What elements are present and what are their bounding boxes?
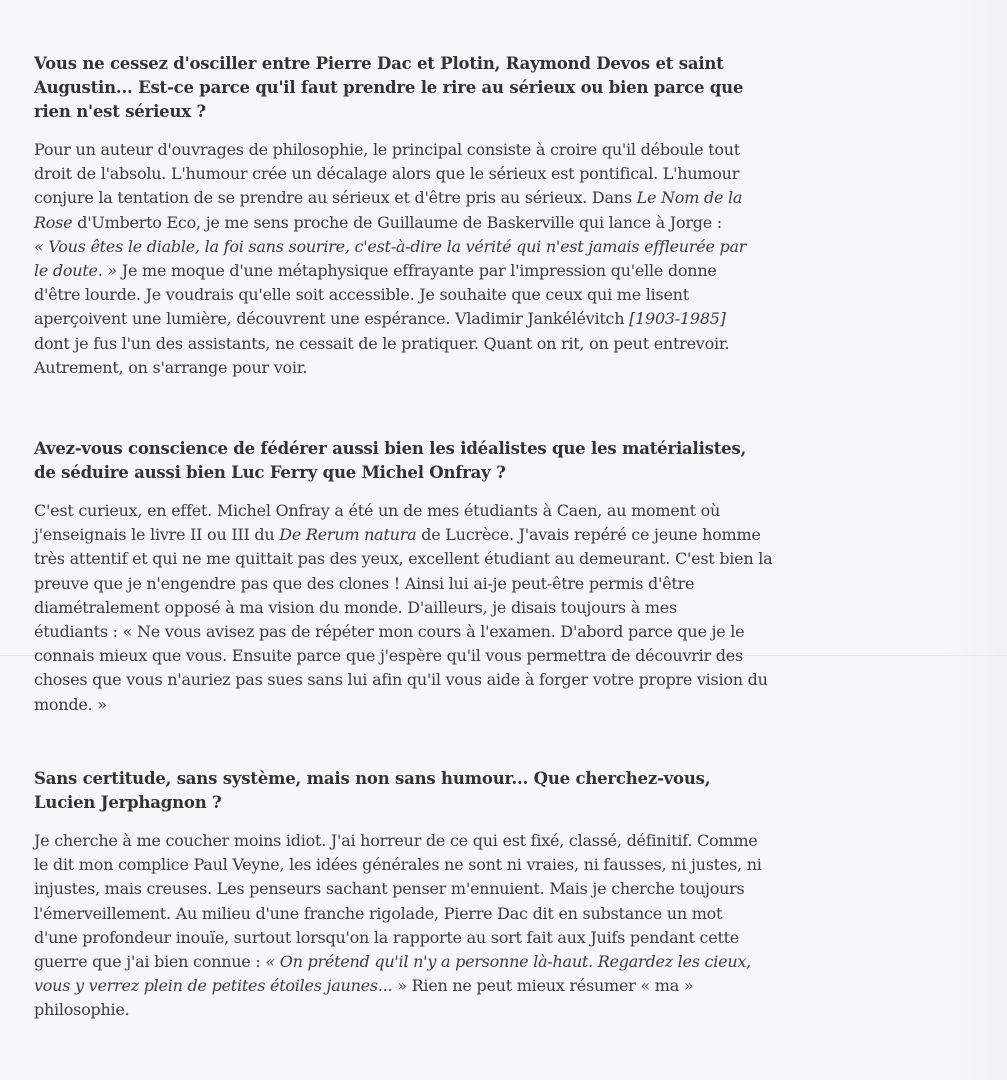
text-run: droit de l'absolu. L'humour crée un décalage alors que le sérieux est pontifical. L'humour xyxy=(34,164,740,184)
text-run: le dit mon complice Paul Veyne, les idées générales ne sont ni vraies, ni fausses, ni justes, ni xyxy=(34,855,762,875)
answer-line xyxy=(34,877,762,901)
italic-text: le doute. » xyxy=(34,261,117,281)
text-run: philosophie. xyxy=(34,1000,130,1020)
text-run: d'être lourde. Je voudrais qu'elle soit accessible. Je souhaite que ceux qui me lisent xyxy=(34,285,689,305)
text-run: étudiants : « Ne vous avisez pas de répéter mon cours à l'examen. D'abord parce que je le xyxy=(34,622,745,642)
italic-text: Le Nom de la xyxy=(636,188,743,208)
question-line: Sans certitude, sans système, mais non sans humour... Que cherchez-vous, xyxy=(34,769,711,788)
italic-text: « On prétend qu'il n'y a personne là-haut. Regardez les cieux, xyxy=(265,952,752,972)
text-run: Je me moque d'une métaphysique effrayante par l'impression qu'elle donne xyxy=(116,261,717,281)
question-line: de séduire aussi bien Luc Ferry que Michel Onfray ? xyxy=(34,463,506,482)
answer-line xyxy=(34,829,762,853)
answer-line xyxy=(34,307,746,331)
text-run: monde. » xyxy=(34,694,107,714)
answer-line xyxy=(34,186,746,210)
section-3 xyxy=(34,767,762,1023)
text-run: diamétralement opposé à ma vision du monde. D'ailleurs, je disais toujours à mes xyxy=(34,597,677,617)
text-run: très attentif et qui ne me quittait pas des yeux, excellent étudiant au demeurant. C'est bien la xyxy=(34,549,773,569)
text-run: dont je fus l'un des assistants, ne cessait de le pratiquer. Quant on rit, on peut entrevoir. xyxy=(34,333,730,353)
text-run: de Lucrèce. J'avais repéré ce jeune homme xyxy=(416,525,761,545)
question-2 xyxy=(34,437,772,485)
text-run: d'une profondeur inouïe, surtout lorsqu'on la rapporte au sort fait aux Juifs pendant cette xyxy=(34,927,740,947)
question-line: Lucien Jerphagnon ? xyxy=(34,793,222,812)
question-line: Avez-vous conscience de fédérer aussi bien les idéalistes que les matérialistes, xyxy=(34,439,747,458)
answer-1 xyxy=(34,138,746,380)
text-run: C'est curieux, en effet. Michel Onfray a été un de mes étudiants à Caen, au moment où xyxy=(34,501,721,520)
answer-line xyxy=(34,572,772,596)
text-run: preuve que je n'engendre pas que des clones ! Ainsi lui ai-je peut-être permis d'être xyxy=(34,573,695,593)
text-run: j'enseignais le livre II ou III du xyxy=(34,525,280,545)
answer-line xyxy=(34,162,746,186)
answer-line xyxy=(34,356,746,380)
text-run: guerre que j'ai bien connue : xyxy=(34,952,266,972)
section-1 xyxy=(34,52,746,380)
question-3 xyxy=(34,767,762,815)
question-line: Augustin... Est-ce parce qu'il faut prendre le rire au sérieux ou bien parce que xyxy=(34,78,744,97)
answer-line xyxy=(34,950,762,974)
answer-line xyxy=(34,620,772,644)
scan-margin xyxy=(947,0,1007,1080)
answer-line xyxy=(34,693,772,717)
text-run: l'émerveillement. Au milieu d'une franche rigolade, Pierre Dac dit en substance un mot xyxy=(34,903,723,923)
answer-3 xyxy=(34,829,762,1023)
answer-line xyxy=(34,138,746,162)
text-run: conjure la tentation de se prendre au sérieux et d'être pris au sérieux. Dans xyxy=(34,188,637,208)
section-2 xyxy=(34,437,772,717)
italic-text: Rose xyxy=(34,212,73,232)
answer-line xyxy=(34,853,762,877)
question-1 xyxy=(34,52,746,124)
text-run: d'Umberto Eco, je me sens proche de Guillaume de Baskerville qui lance à Jorge : xyxy=(72,212,722,232)
answer-line xyxy=(34,547,772,571)
answer-2 xyxy=(34,499,772,717)
answer-line xyxy=(34,523,772,547)
answer-line xyxy=(34,926,762,950)
italic-text: « Vous êtes le diable, la foi sans sourire, c'est-à-dire la vérité qui n'est jamais effleurée par xyxy=(34,236,747,256)
answer-line xyxy=(34,998,762,1022)
text-run: Pour un auteur d'ouvrages de philosophie, le principal consiste à croire qu'il déboule tout xyxy=(34,140,740,159)
question-line: rien n'est sérieux ? xyxy=(34,102,206,121)
italic-text: De Rerum natura xyxy=(279,525,417,545)
answer-line xyxy=(34,332,746,356)
answer-line xyxy=(34,259,746,283)
text-run: aperçoivent une lumière, découvrent une espérance. Vladimir Jankélévitch xyxy=(34,309,630,329)
answer-line xyxy=(34,211,746,235)
answer-line xyxy=(34,974,762,998)
text-run: » Rien ne peut mieux résumer « ma » xyxy=(392,976,694,996)
text-run: connais mieux que vous. Ensuite parce que j'espère qu'il vous permettra de découvrir des xyxy=(34,646,743,666)
answer-line xyxy=(34,499,772,523)
italic-text: vous y verrez plein de petites étoiles jaunes... xyxy=(34,976,393,996)
text-run: Autrement, on s'arrange pour voir. xyxy=(34,357,308,377)
answer-line xyxy=(34,235,746,259)
text-run: choses que vous n'auriez pas sues sans lui afin qu'il vous aide à forger votre propre vision du xyxy=(34,670,768,690)
answer-line xyxy=(34,283,746,307)
text-run: injustes, mais creuses. Les penseurs sachant penser m'ennuient. Mais je cherche toujours xyxy=(34,879,745,899)
question-line: Vous ne cessez d'osciller entre Pierre Dac et Plotin, Raymond Devos et saint xyxy=(34,54,724,73)
text-run: Je cherche à me coucher moins idiot. J'ai horreur de ce qui est fixé, classé, définitif. Comme xyxy=(34,831,758,850)
answer-line xyxy=(34,902,762,926)
answer-line xyxy=(34,668,772,692)
italic-text: [1903-1985] xyxy=(629,309,726,329)
answer-line xyxy=(34,596,772,620)
answer-line xyxy=(34,644,772,668)
